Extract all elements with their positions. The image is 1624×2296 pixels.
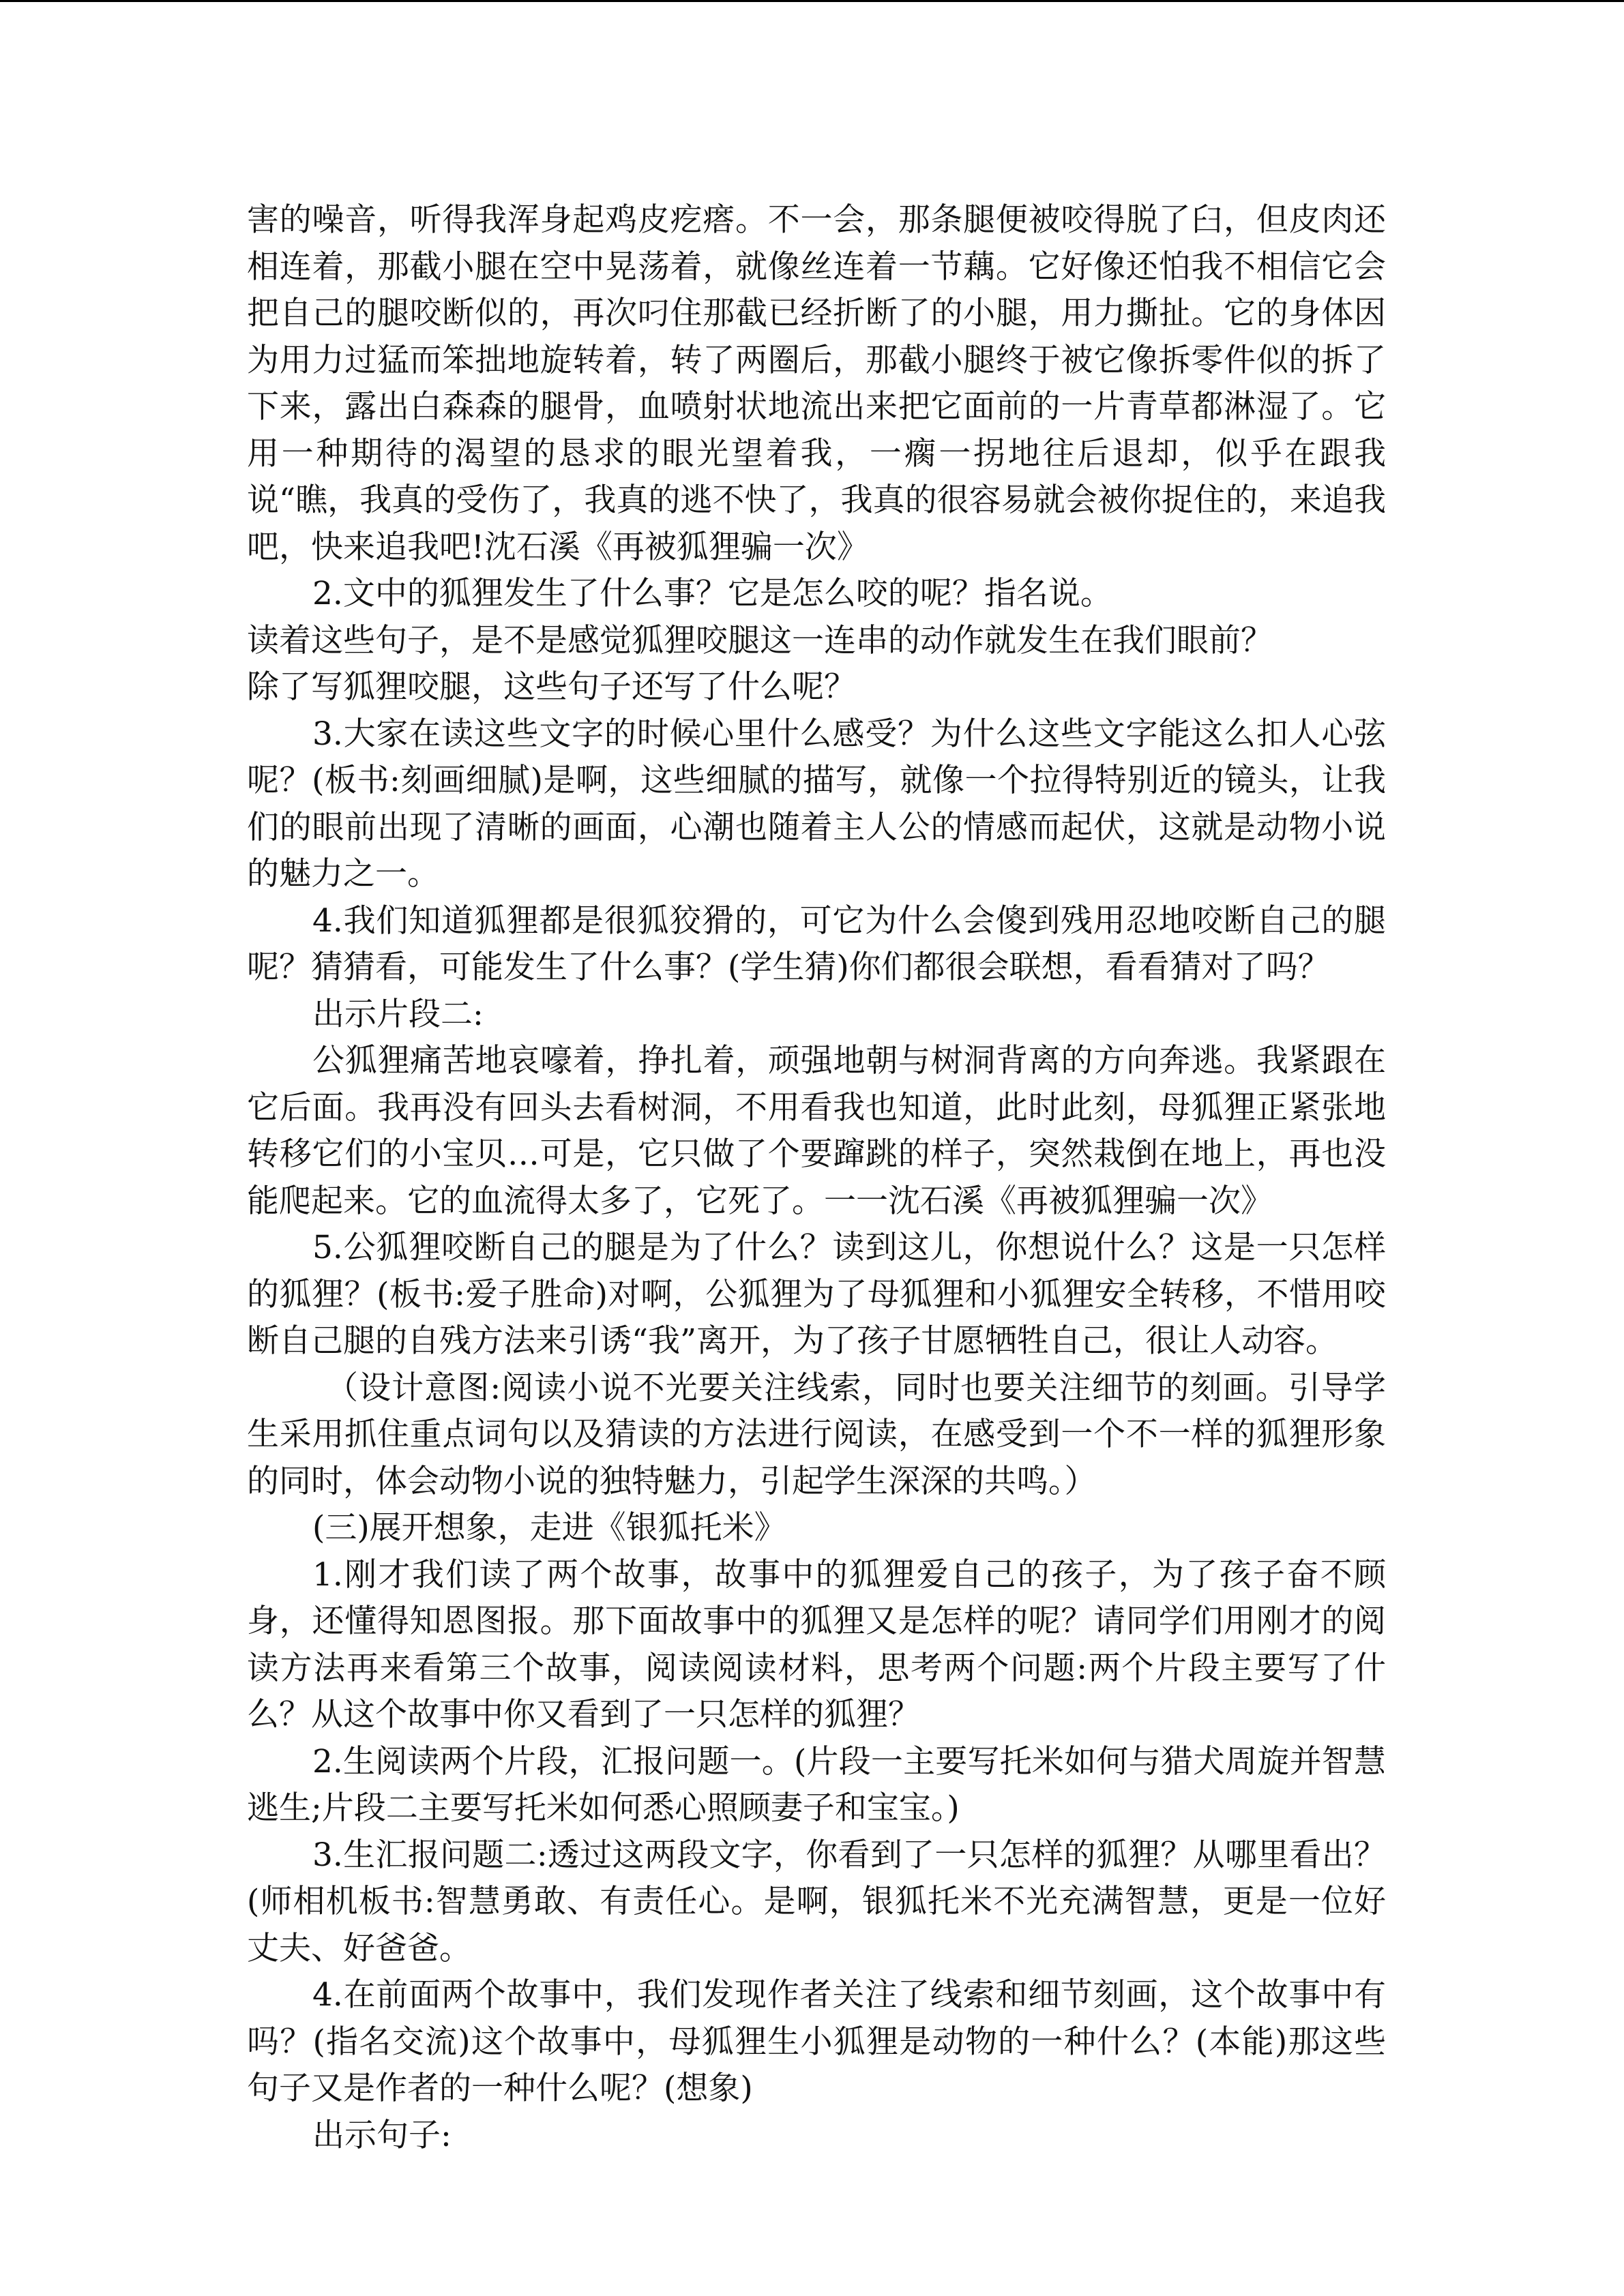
paragraph-step-3: 3.生汇报问题二:透过这两段文字，你看到了一只怎样的狐狸？从哪里看出？(师相机板书:智慧勇敢、有责任心。是啊，银狐托米不光充满智慧，更是一位好丈夫、好爸爸。 [247,1836,1386,1967]
paragraph-question-2: 2.文中的狐狸发生了什么事？它是怎么咬的呢？指名说。 [312,575,1112,612]
paragraph-design-intent: （设计意图:阅读小说不光要关注线索，同时也要关注细节的刻画。引导学生采用抓住重点词句以及猜读的方法进行阅读，在感受到一个不一样的狐狸形象的同时，体会动物小说的独特魅力，引起学生深深的共鸣。） [247,1369,1386,1500]
paragraph-show-sentences: 出示句子: [312,2116,452,2154]
paragraph-reading-prompt: 读着这些句子，是不是感觉狐狸咬腿这一连串的动作就发生在我们眼前？ [247,621,1273,659]
paragraph-other-content-prompt: 除了写狐狸咬腿，这些句子还写了什么呢？ [247,668,856,706]
section-heading-silver-fox: (三)展开想象，走进《银狐托米》 [312,1509,786,1547]
paragraph-question-3: 3.大家在读这些文字的时候心里什么感受？为什么这些文字能这么扣人心弦呢？(板书:刻画细腻)是啊，这些细腻的描写，就像一个拉得特别近的镜头，让我们的眼前出现了清晰的画面，心潮也随着主人公的情感而起伏，这就是动物小说的魅力之一。 [247,715,1386,893]
document-body [247,197,1386,2159]
paragraph-fox-excerpt-one: 害的噪音，听得我浑身起鸡皮疙瘩。不一会，那条腿便被咬得脱了臼，但皮肉还相连着，那截小腿在空中晃荡着，就像丝连着一节藕。它好像还怕我不相信它会把自己的腿咬断似的，再次叼住那截已经折断了的小腿，用力撕扯。它的身体因为用力过猛而笨拙地旋转着，转了两圈后，那截小腿终于被它像拆零件似的拆了下来，露出白森森的腿骨，血喷射状地流出来把它面前的一片青草都淋湿了。它用一种期待的渴望的恳求的眼光望着我，一瘸一拐地往后退却，似乎在跟我说“瞧，我真的受伤了，我真的逃不快了，我真的很容易就会被你捉住的，来追我吧，快来追我吧!沈石溪《再被狐狸骗一次》 [247,201,1386,566]
paragraph-fox-excerpt-two: 公狐狸痛苦地哀嚎着，挣扎着，顽强地朝与树洞背离的方向奔逃。我紧跟在它后面。我再没有回头去看树洞，不用看我也知道，此时此刻，母狐狸正紧张地转移它们的小宝贝…可是，它只做了个要蹿跳的样子，突然栽倒在地上，再也没能爬起来。它的血流得太多了，它死了。一一沈石溪《再被狐狸骗一次》 [247,1042,1386,1220]
paragraph-question-4: 4.我们知道狐狸都是很狐狡猾的，可它为什么会傻到残用忍地咬断自己的腿呢？猜猜看，可能发生了什么事？(学生猜)你们都很会联想，看看猜对了吗？ [247,901,1386,986]
paragraph-step-2: 2.生阅读两个片段，汇报问题一。(片段一主要写托米如何与猎犬周旋并智慧逃生;片段二主要写托米如何悉心照顾妻子和宝宝。) [247,1742,1386,1827]
paragraph-step-1: 1.刚才我们读了两个故事，故事中的狐狸爱自己的孩子，为了孩子奋不顾身，还懂得知恩图报。那下面故事中的狐狸又是怎样的呢？请同学们用刚才的阅读方法再来看第三个故事，阅读阅读材料，思考两个问题:两个片段主要写了什么？从这个故事中你又看到了一只怎样的狐狸？ [247,1555,1386,1733]
paragraph-show-excerpt-two: 出示片段二: [312,995,484,1033]
paragraph-question-5: 5.公狐狸咬断自己的腿是为了什么？读到这儿，你想说什么？这是一只怎样的狐狸？(板书:爱子胜命)对啊，公狐狸为了母狐狸和小狐狸安全转移，不惜用咬断自己腿的自残方法来引诱“我”离开，为了孩子甘愿牺牲自己，很让人动容。 [247,1229,1386,1360]
paragraph-step-4: 4.在前面两个故事中，我们发现作者关注了线索和细节刻画，这个故事中有吗？(指名交流)这个故事中，母狐狸生小狐狸是动物的一种什么？(本能)那这些句子又是作者的一种什么呢？(想象) [247,1976,1386,2107]
